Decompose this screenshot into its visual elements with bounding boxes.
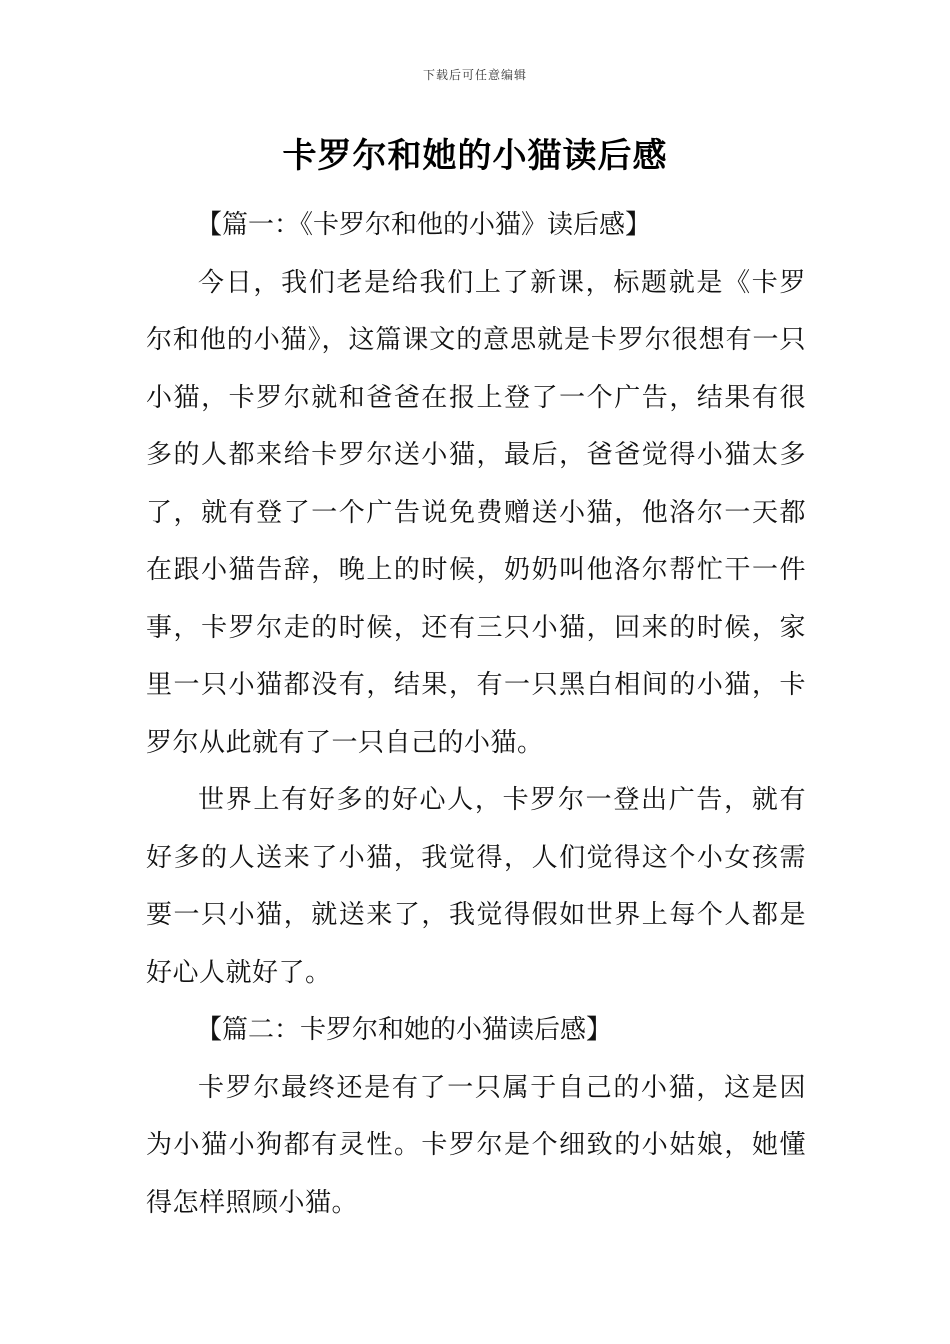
paragraph-1-1: 今日，我们老是给我们上了新课，标题就是《卡罗尔和他的小猫》，这篇课文的意思就是卡罗尔很想有一只小猫，卡罗尔就和爸爸在报上登了一个广告，结果有很多的人都来给卡罗尔送小猫，最后，爸爸觉得小猫太多了，就有登了一个广告说免费赠送小猫，他洛尔一天都在跟小猫告辞，晚上的时候，奶奶叫他洛尔帮忙干一件事，卡罗尔走的时候，还有三只小猫，回来的时候，家里一只小猫都没有，结果，有一只黑白相间的小猫，卡罗尔从此就有了一只自己的小猫。 — [146, 267, 806, 758]
document-body — [146, 197, 806, 1232]
paragraph-2-1: 卡罗尔最终还是有了一只属于自己的小猫，这是因为小猫小狗都有灵性。卡罗尔是个细致的小姑娘，她懂得怎样照顾小猫。 — [146, 1072, 806, 1218]
paragraph-1-2: 世界上有好多的好心人，卡罗尔一登出广告，就有好多的人送来了小猫，我觉得，人们觉得这个小女孩需要一只小猫，就送来了，我觉得假如世界上每个人都是好心人就好了。 — [146, 785, 806, 988]
document-title: 卡罗尔和她的小猫读后感 — [282, 136, 668, 176]
section-heading-1: 【篇一：《卡罗尔和他的小猫》读后感】 — [196, 210, 652, 240]
header-note: 下载后可任意编辑 — [422, 68, 527, 82]
section-heading-2: 【篇二：卡罗尔和她的小猫读后感】 — [196, 1015, 613, 1045]
